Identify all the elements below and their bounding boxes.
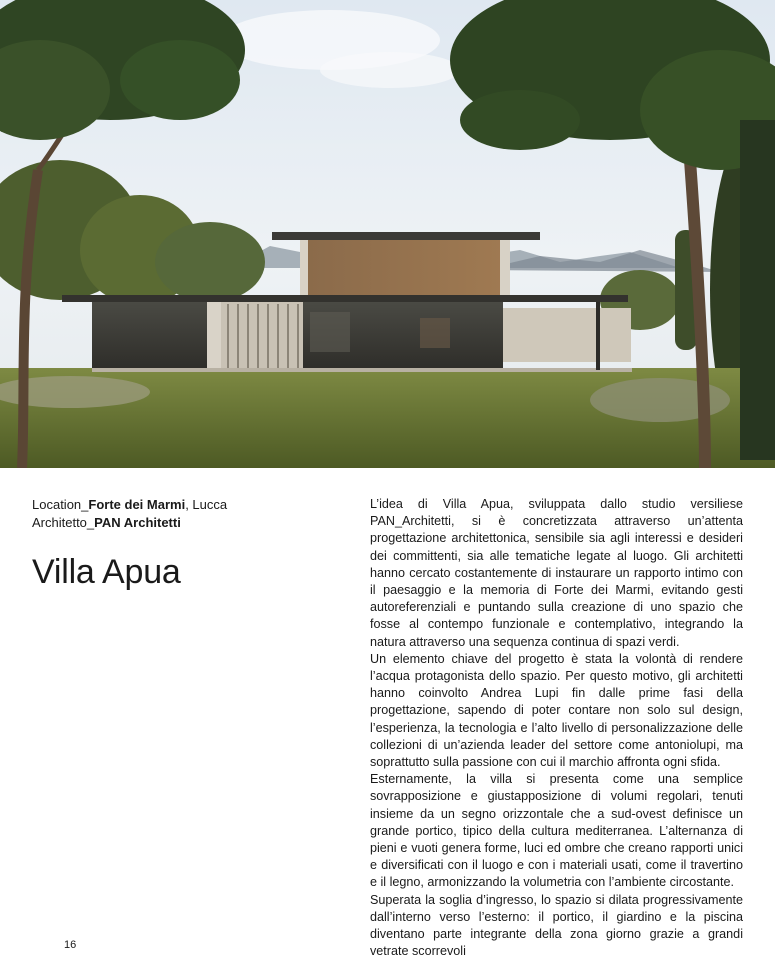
- page-number: 16: [64, 939, 77, 951]
- body-paragraph: L’idea di Villa Apua, sviluppata dallo studio versiliese PAN_Architetti, si è concretizzata attraverso un’attenta progettazione architettonica, sensibile sia agli interessi e desideri dei committenti, sia alle tematiche legate al luogo. Gli architetti hanno cercato costantemente di instaurare un rapporto intimo con il paesaggio e la memoria di Forte dei Marmi, evitando gesti autoreferenziali e puntando sulla creazione di uno spazio che fosse al contempo funzionale e contemplativo, integrando la natura attraverso una sequenza continua di spazi verdi.: [370, 497, 743, 649]
- location-line: [32, 496, 352, 514]
- article-title: Villa Apua: [32, 553, 181, 591]
- architect-name: PAN Architetti: [94, 515, 181, 530]
- location-place: Forte dei Marmi: [88, 497, 186, 512]
- villa-illustration: [0, 0, 775, 468]
- location-city: , Lucca: [185, 497, 228, 512]
- location-label: Location_: [32, 497, 89, 512]
- article-body: [370, 496, 743, 960]
- body-paragraph: Esternamente, la villa si presenta come una semplice sovrapposizione e giustapposizione di volumi regolari, tenuti insieme da un segno orizzontale che a sud-ovest definisce un grande portico, tipico della cultura mediterranea. L’alternanza di pieni e vuoti genera forme, luci ed ombre che creano rapporti unici e diversificati con il luogo e con i materiali usati, come il travertino e il legno, armonizzando la volumetria con l’ambiente circostante.: [370, 772, 743, 890]
- villa-photo: [0, 0, 775, 468]
- project-credits: [32, 496, 352, 532]
- body-paragraph: Un elemento chiave del progetto è stata la volontà di rendere l’acqua protagonista dello spazio. Per questo motivo, gli architetti hanno coinvolto Andrea Lupi fin dalle prime fasi della progettazione, sapendo di poter contare non solo sul design, l’esperienza, la tecnologia e l’alto livello di personalizzazione delle collezioni di un’azienda leader del settore come antoniolupi, ma soprattutto sulla passione con cui il marchio affronta ogni sfida.: [370, 651, 743, 770]
- body-paragraph: Superata la soglia d’ingresso, lo spazio si dilata progressivamente dall’interno verso l’esterno: il portico, il giardino e la piscina diventano parte integrante della zona giorno grazie a grandi vetrate scorrevoli: [370, 892, 743, 959]
- architect-line: [32, 514, 352, 532]
- architect-label: Architetto_: [32, 515, 95, 530]
